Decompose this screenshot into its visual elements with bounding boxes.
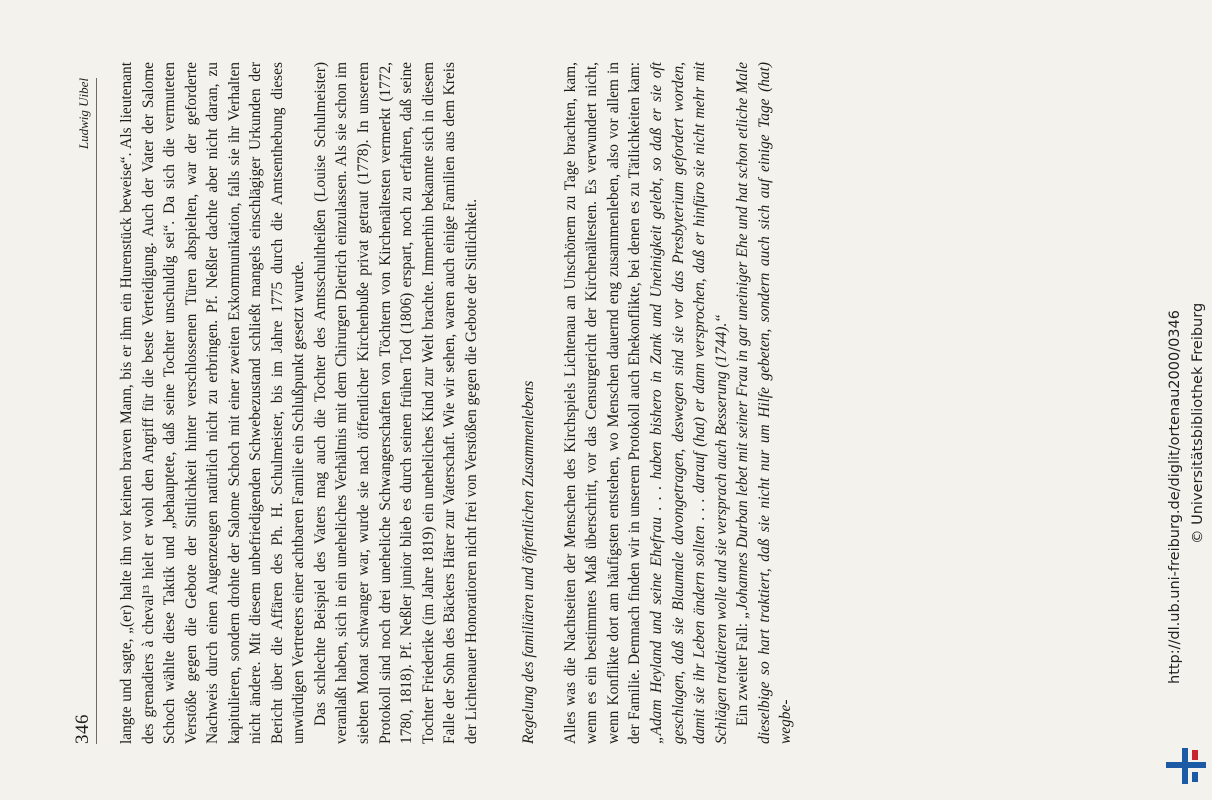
body-text xyxy=(116,62,797,744)
section-heading: Regelung des familiären und öffentlichen Zusammenlebens xyxy=(520,380,538,744)
running-head xyxy=(72,78,97,744)
paragraph-1: langte und sagte, „(er) halte ihn vor keinen braven Mann, bis er ihm ein Hurenstück beweise“. Als lieutenant des grenadiers à cheval¹³ hielt er wohl den Angriff für die beste Verteidigung. Auch der Vater der Salome Schoch wählte diese Taktik und „behauptete, daß seine Tochter unschuldig sei“. Da sich die vermuteten Verstöße gegen die Gebote der Sittlichkeit hinter verschlossenen Türen abspielten, war der geforderte Nachweis durch einen Augenzeugen natürlich nicht zu erbringen. Pf. Neßler dachte aber nicht daran, zu kapitulieren, sondern drohte der Salome Schoch mit einer zweiten Exkommunikation, falls sie ihr Verhalten nicht ändere. Mit diesem unbefriedigenden Schwebezustand schließt mangels einschlägiger Urkunden der Bericht über die Affären des Ph. H. Schulmeister, bis im Jahre 1775 durch die Amtsenthebung dieses unwürdigen Vertreters einer achtbaren Familie ein Schlußpunkt gesetzt wurde. xyxy=(118,62,308,744)
paragraph-4 xyxy=(732,62,797,744)
paragraph-4-text: Ein zweiter Fall: xyxy=(734,618,752,726)
paragraph-3-text: Alles was die Nachtseiten der Menschen des Kirchspiels Lichtenau an Unschönem zu Tage brachten, kam, wenn es ein bestimmtes Maß überschritt, vor das Censurgericht der Kirchenältesten. Es verwundert nicht, wenn Konflikte dort am häufigsten entstehen, wo Menschen dauernd eng zusammenleben, also vor allem in der Familie. Demnach finden wir in unserem Protokoll auch Ehekonflikte, bei denen es zu Tätlichkeiten kam: xyxy=(561,62,644,744)
library-logo-icon xyxy=(1166,748,1206,784)
source-url[interactable]: http://dl.ub.uni-freiburg.de/diglit/ortenau2000/0346 xyxy=(1167,310,1183,684)
paragraph-3 xyxy=(560,62,732,744)
paragraph-2: Das schlechte Beispiel des Vaters mag auch die Tochter des Amtsschultheißen (Louise Schulmeister) veranlaßt haben, sich in ein uneheliches Verhältnis mit dem Chirurgen Dietrich einzulassen. Als sie schon im siebten Monat schwanger war, wurde sie nach öffentlicher Kirchenbuße privat getraut (1778). In unserem Protokoll sind noch drei uneheliche Schwangerschaften von Töchtern von Kirchenältesten vermerkt (1772, 1780, 1818). Pf. Neßler junior blieb es durch seinen frühen Tod (1806) erspart, noch zu erfahren, daß seine Tochter Friederike (im Jahre 1819) ein uneheliches Kind zur Welt brachte. Immerhin bekannte sich in diesem Falle der Sohn des Bäckers Härer zur Vaterschaft. Wie wir sehen, waren auch einige Familien aus dem Kreis der Lichtenauer Honoratioren nicht frei von Verstößen gegen die Gebote der Sittlichkeit. xyxy=(311,62,480,744)
running-head-author: Ludwig Uibel xyxy=(76,78,91,150)
scanned-page-wrapper xyxy=(60,8,1140,798)
page-number: 346 xyxy=(72,714,93,744)
paragraph-3-quote: „Adam Heyland und seine Ehefrau . . . haben bishero in Zank und Uneinigkeit gelebt, so daß er sie oft geschlagen, daß sie Blaumale davongetragen, deswegen sind sie vor das Presbyterium gefordert worden, damit sie ihr Leben ändern sollten . . . darauf (hat) er dann versprochen, daß er hinfüro sie nicht mehr mit Schlägen traktieren wolle und sie versprach auch Besserung (1744).“ xyxy=(648,62,730,744)
paragraph-4-quote: „Johannes Durban lebet mit seiner Frau in gar uneiniger Ehe und hat schon etliche Male dieselbige so hart traktiert, daß sie nicht nur um Hilfe gebeten, sondern auch sich auf einige Tage (hat) wegbe- xyxy=(734,62,795,744)
book-page xyxy=(60,38,1140,788)
copyright-notice: © Universitätsbibliothek Freiburg xyxy=(1190,302,1206,544)
